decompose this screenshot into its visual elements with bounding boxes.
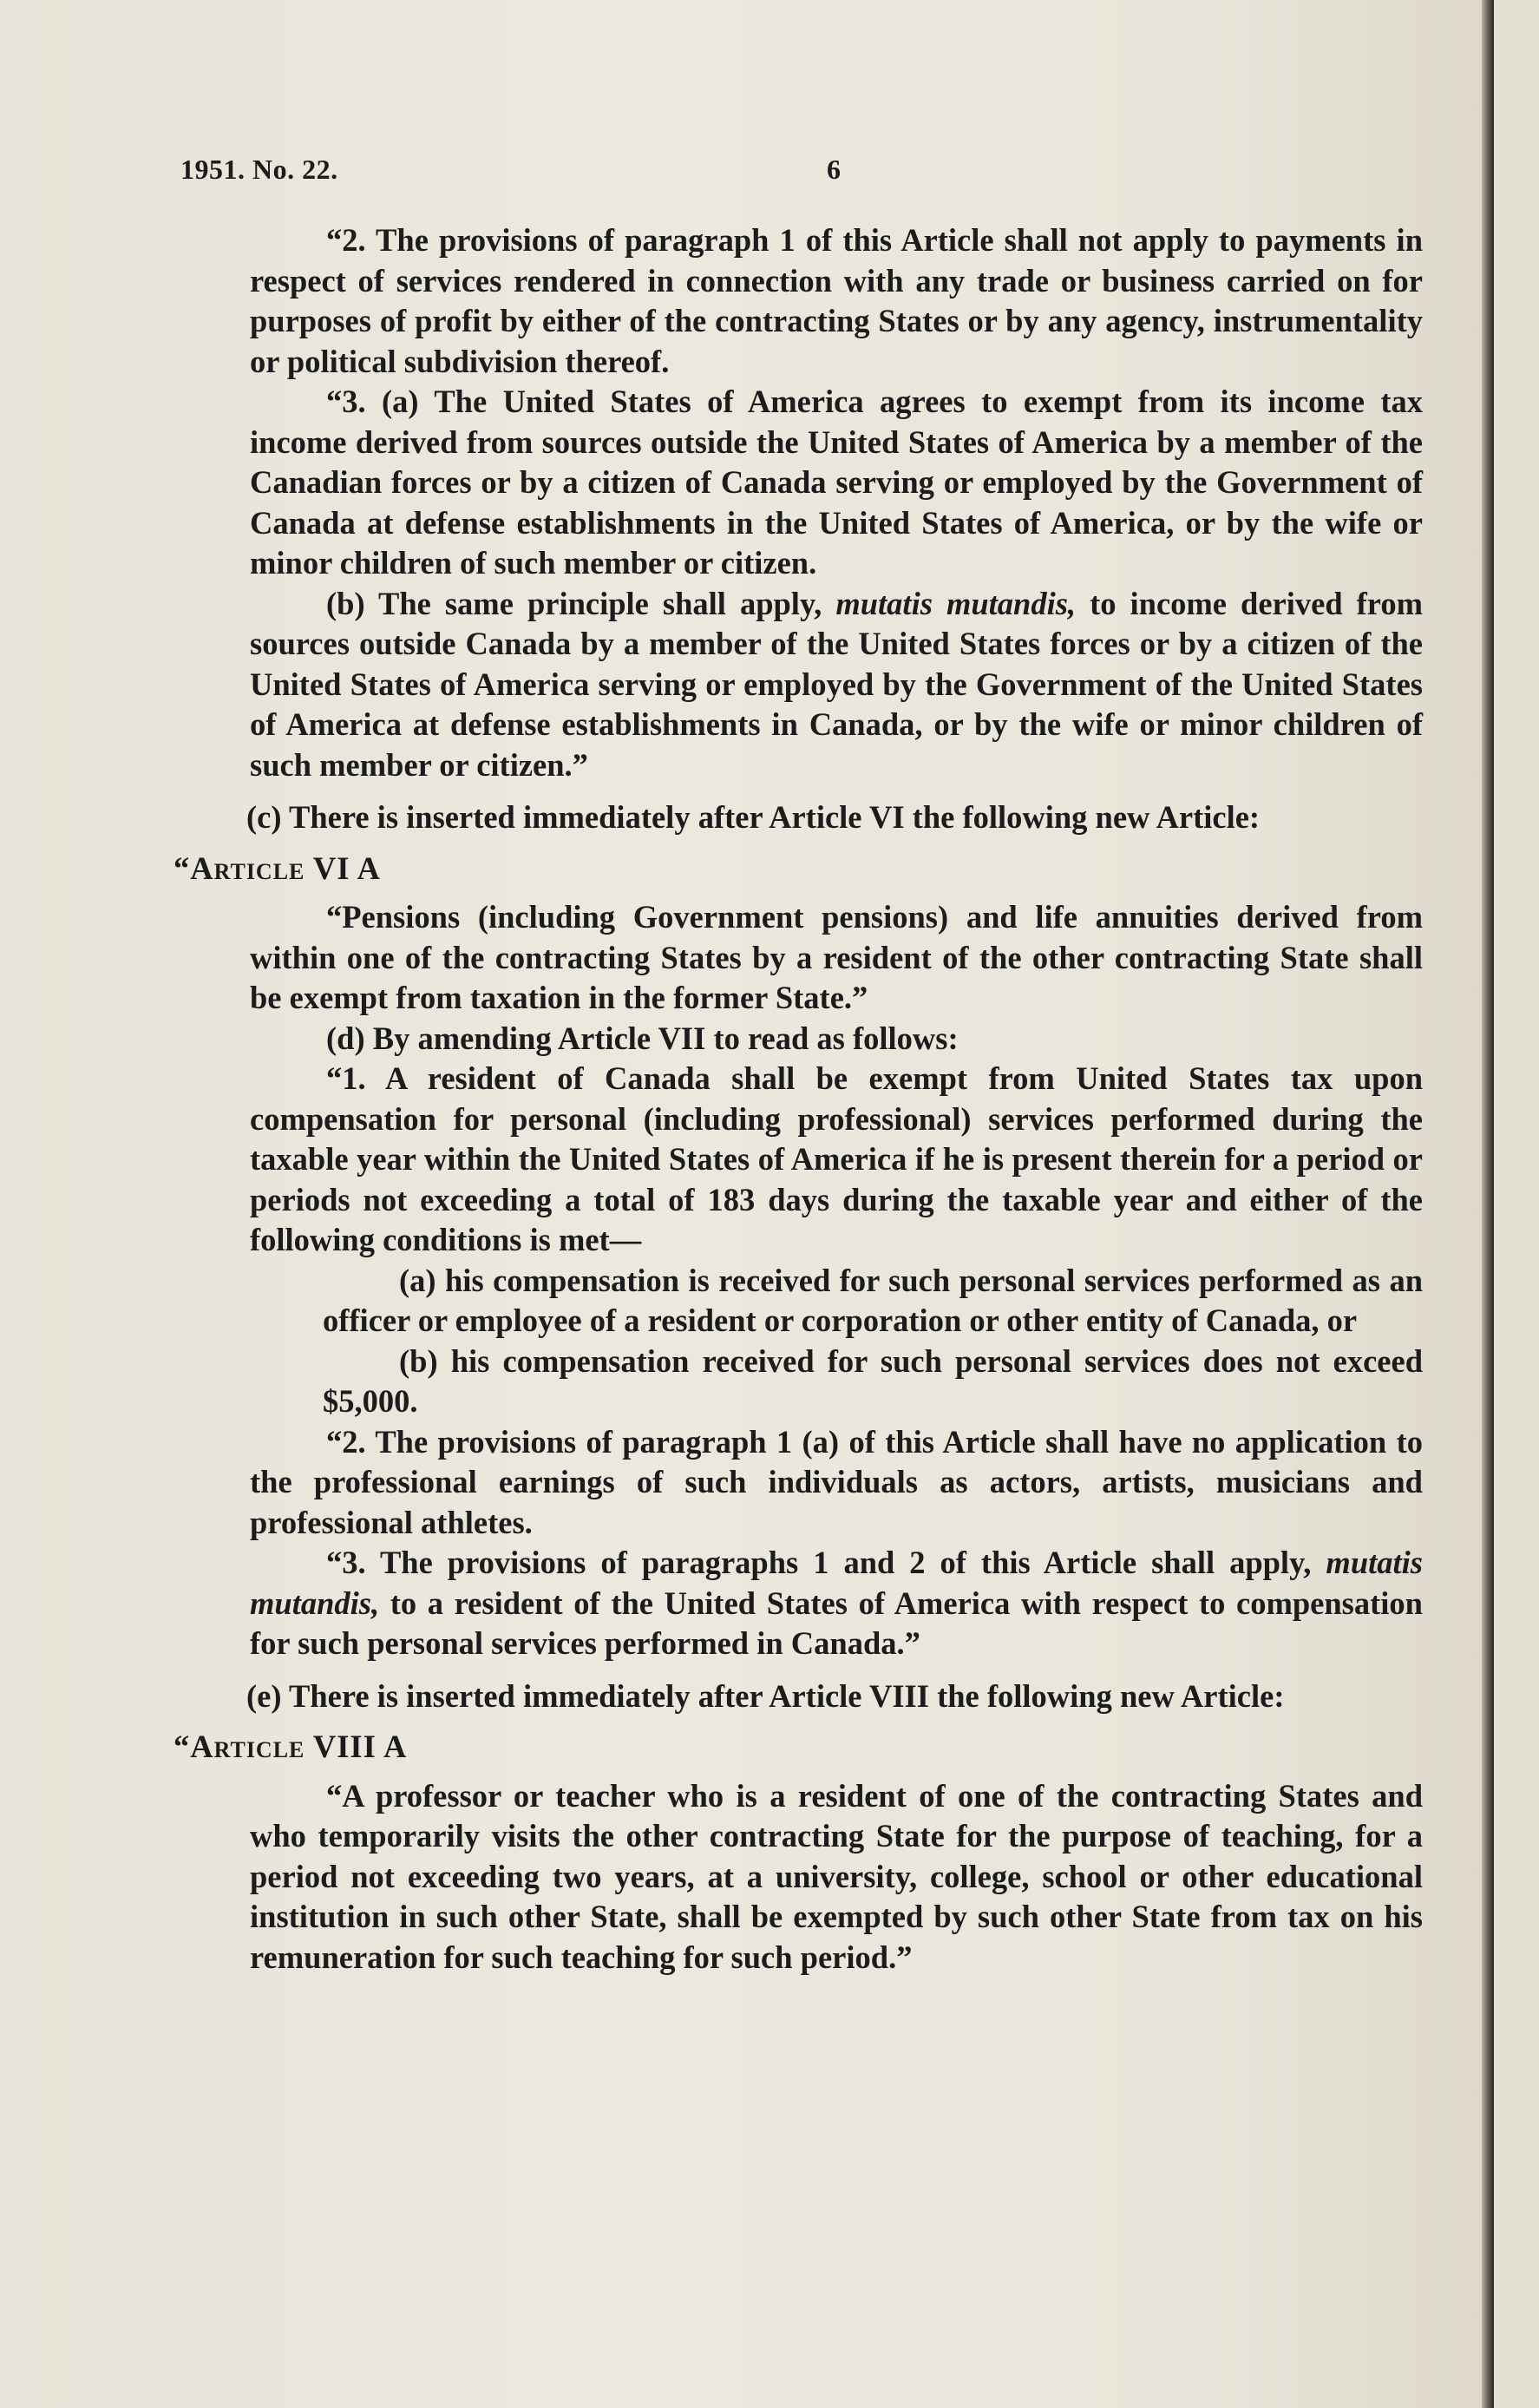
article-vi-a-pensions: “Pensions (including Government pensions) and life annuities derived from within one of the contracting States by a resident of the other contracting State shall be exempt from taxation in the former State.” <box>250 899 1423 1015</box>
article-vii-paragraph-2: “2. The provisions of paragraph 1 (a) of this Article shall have no application to the professional earnings of such individuals as actors, artists, musicians and professional athletes. <box>250 1423 1423 1540</box>
paragraph-3a-us-exemption: “3. (a) The United States of America agrees to exempt from its income tax income derived from sources outside the United States of America by a member of the Canadian forces or by a citizen of Canada serving or employed by the Government of Canada at defense establishments in the United States of America, or by the wife or minor children of such member or citizen. <box>250 384 1423 581</box>
document-body <box>174 220 1423 1978</box>
amendment-e: (e) There is inserted immediately after Article VIII the following new Article: <box>246 1677 1285 1714</box>
article-viii-a-teachers: “A professor or teacher who is a resident of one of the contracting States and who temporarily visits the other contracting State for the purpose of teaching, for a period not exceeding two years, at a university, college, school or other educational institution in such other State, shall be exempted by such other State from tax on his remuneration for such teaching for such period.” <box>250 1777 1423 1975</box>
amendment-d: (d) By amending Article VII to read as follows: <box>326 1020 959 1056</box>
article-vii-paragraph-1: “1. A resident of Canada shall be exempt from United States tax upon compensation for personal (including professional) services performed during the taxable year within the United States of America if he is present therein for a period or periods not exceeding a total of 183 days during the taxable year and either of the following conditions is met— <box>250 1060 1423 1257</box>
paragraph-3b-canada-exemption: (b) The same principle shall apply, mutatis mutandis, to income derived from sources outside Canada by a member of the United States forces or by a citizen of the United States of America serving or employed by the Government of the United States of America at defense establishments in Canada, or by the wife or minor children of such member or citizen.” <box>250 585 1424 783</box>
article-heading-viii-a: “Article VIII A <box>174 1729 408 1764</box>
facing-page-edge <box>1494 0 1539 2408</box>
statute-reference: 1951. No. 22. <box>180 154 338 185</box>
paragraph-2-exemption: “2. The provisions of paragraph 1 of this Article shall not apply to payments in respect of services rendered in connection with any trade or business carried on for purposes of profit by either of the contracting States or by any agency, instrumentality or political subdivision thereof. <box>250 222 1423 379</box>
amendment-c: (c) There is inserted immediately after Article VI the following new Article: <box>246 799 1261 835</box>
article-heading-vi-a: “Article VI A <box>174 850 381 886</box>
condition-b: (b) his compensation received for such personal services does not exceed $5,000. <box>323 1342 1423 1419</box>
page-number: 6 <box>827 154 842 185</box>
binding-gutter <box>1482 0 1494 2408</box>
article-vii-paragraph-3: “3. The provisions of paragraphs 1 and 2 of this Article shall apply, mutatis mutandis, to a resident of the United States of America with respect to compensation for such personal services performed in Canada.” <box>250 1545 1423 1661</box>
condition-a: (a) his compensation is received for such personal services performed as an officer or employee of a resident or corporation or other entity of Canada, or <box>323 1262 1423 1338</box>
